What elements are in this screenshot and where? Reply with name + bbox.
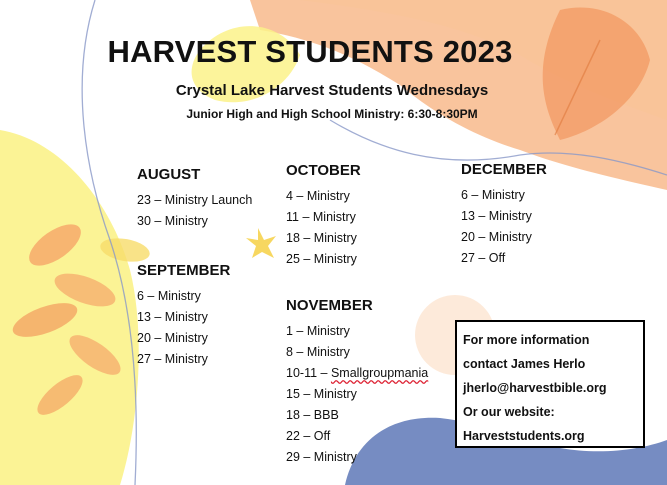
list-item: 13 – Ministry xyxy=(137,310,208,324)
list-item-date: 10-11 – xyxy=(286,366,331,380)
small-yellow-leaf xyxy=(246,228,276,258)
contact-email[interactable]: jherlo@harvestbible.org xyxy=(463,381,607,395)
smallgroupmania-text: Smallgroupmania xyxy=(330,366,429,380)
october-section xyxy=(286,162,361,270)
page-subtitle: Crystal Lake Harvest Students Wednesdays xyxy=(175,82,489,99)
list-item: 27 – Ministry xyxy=(137,352,208,366)
month-heading-october: OCTOBER xyxy=(286,162,361,179)
list-item: 27 – Off xyxy=(461,251,506,265)
list-item: 20 – Ministry xyxy=(461,230,532,244)
list-item: 20 – Ministry xyxy=(137,331,208,345)
list-item: 1 – Ministry xyxy=(286,324,350,338)
list-item: 30 – Ministry xyxy=(137,214,208,228)
month-heading-august: AUGUST xyxy=(137,166,201,183)
list-item: 8 – Ministry xyxy=(286,345,350,359)
month-heading-september: SEPTEMBER xyxy=(137,262,231,279)
august-section xyxy=(137,166,252,232)
december-section xyxy=(461,161,547,269)
list-item: 11 – Ministry xyxy=(286,210,356,224)
list-item: 4 – Ministry xyxy=(286,189,350,203)
list-item: 22 – Off xyxy=(286,429,331,443)
list-item: 29 – Ministry xyxy=(286,450,357,464)
month-heading-november: NOVEMBER xyxy=(286,297,373,314)
list-item: 15 – Ministry xyxy=(286,387,357,401)
list-item: 13 – Ministry xyxy=(461,209,532,223)
list-item: 6 – Ministry xyxy=(137,289,201,303)
list-item: 18 – BBB xyxy=(286,408,339,422)
list-item: 23 – Ministry Launch xyxy=(137,193,253,207)
list-item xyxy=(286,363,428,384)
contact-website[interactable]: Harveststudents.org xyxy=(463,429,585,443)
list-item: 18 – Ministry xyxy=(286,231,357,245)
page-title: HARVEST STUDENTS 2023 xyxy=(107,34,513,69)
september-section xyxy=(137,262,230,370)
ministry-time: Junior High and High School Ministry: 6:30-8:30PM xyxy=(186,107,478,121)
november-section xyxy=(286,297,428,468)
contact-line-1: For more information xyxy=(463,333,590,347)
contact-info-box xyxy=(455,320,645,448)
contact-line-2: contact James Herlo xyxy=(463,357,586,371)
month-heading-december: DECEMBER xyxy=(461,161,547,178)
contact-line-4: Or our website: xyxy=(463,405,555,419)
list-item: 6 – Ministry xyxy=(461,188,525,202)
list-item: 25 – Ministry xyxy=(286,252,357,266)
